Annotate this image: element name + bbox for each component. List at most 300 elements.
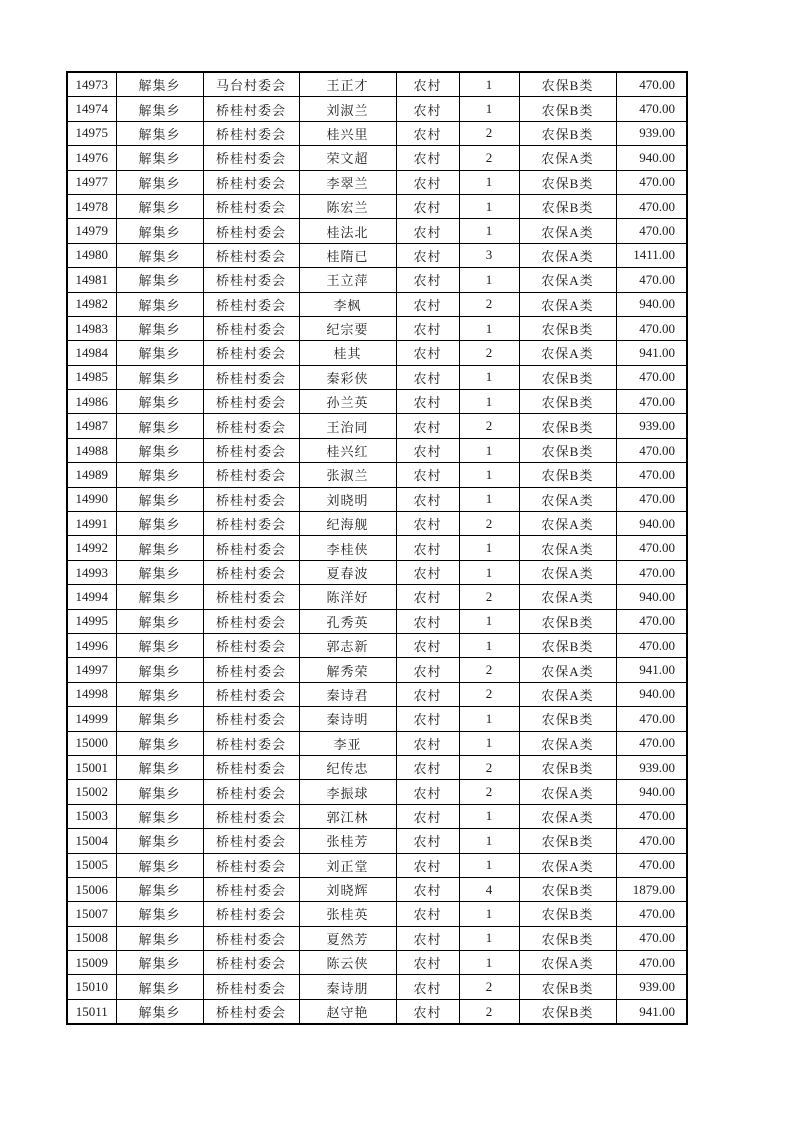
cell-person-name: 秦诗君 (299, 682, 396, 706)
cell-serial-number: 14984 (67, 341, 116, 365)
cell-village-committee: 桥桂村委会 (203, 219, 299, 243)
cell-amount: 470.00 (616, 170, 687, 194)
cell-household-category: 农村 (396, 829, 459, 853)
cell-serial-number: 14991 (67, 512, 116, 536)
cell-serial-number: 14977 (67, 170, 116, 194)
cell-township: 解集乡 (116, 877, 203, 901)
table-row (67, 877, 687, 901)
cell-person-count: 1 (459, 268, 519, 292)
cell-person-count: 2 (459, 755, 519, 779)
cell-insurance-type: 农保A类 (519, 487, 616, 511)
cell-household-category: 农村 (396, 609, 459, 633)
cell-serial-number: 14998 (67, 682, 116, 706)
cell-insurance-type: 农保A类 (519, 292, 616, 316)
table-row (67, 731, 687, 755)
cell-person-name: 陈宏兰 (299, 194, 396, 218)
cell-amount: 470.00 (616, 390, 687, 414)
cell-household-category: 农村 (396, 633, 459, 657)
cell-household-category: 农村 (396, 487, 459, 511)
cell-person-name: 王正才 (299, 72, 396, 97)
table-row (67, 292, 687, 316)
cell-household-category: 农村 (396, 390, 459, 414)
cell-person-name: 桂其 (299, 341, 396, 365)
cell-household-category: 农村 (396, 853, 459, 877)
cell-person-count: 2 (459, 146, 519, 170)
cell-serial-number: 15004 (67, 829, 116, 853)
cell-village-committee: 桥桂村委会 (203, 121, 299, 145)
cell-person-count: 1 (459, 194, 519, 218)
cell-person-count: 2 (459, 512, 519, 536)
table-row (67, 194, 687, 218)
cell-insurance-type: 农保A类 (519, 585, 616, 609)
cell-person-name: 解秀荣 (299, 658, 396, 682)
table-row (67, 926, 687, 950)
cell-insurance-type: 农保B类 (519, 877, 616, 901)
cell-household-category: 农村 (396, 707, 459, 731)
cell-amount: 941.00 (616, 658, 687, 682)
cell-amount: 470.00 (616, 194, 687, 218)
cell-person-count: 2 (459, 658, 519, 682)
cell-person-name: 刘淑兰 (299, 97, 396, 121)
cell-amount: 470.00 (616, 926, 687, 950)
cell-household-category: 农村 (396, 658, 459, 682)
cell-township: 解集乡 (116, 219, 203, 243)
cell-insurance-type: 农保B类 (519, 121, 616, 145)
cell-township: 解集乡 (116, 560, 203, 584)
table-row (67, 658, 687, 682)
cell-person-name: 陈云侠 (299, 951, 396, 975)
cell-village-committee: 桥桂村委会 (203, 146, 299, 170)
cell-person-count: 1 (459, 560, 519, 584)
cell-household-category: 农村 (396, 755, 459, 779)
cell-person-count: 1 (459, 853, 519, 877)
cell-amount: 940.00 (616, 682, 687, 706)
cell-person-name: 郭江林 (299, 804, 396, 828)
cell-amount: 940.00 (616, 780, 687, 804)
cell-serial-number: 14983 (67, 316, 116, 340)
cell-township: 解集乡 (116, 633, 203, 657)
cell-household-category: 农村 (396, 512, 459, 536)
cell-person-name: 李枫 (299, 292, 396, 316)
cell-village-committee: 桥桂村委会 (203, 341, 299, 365)
cell-village-committee: 桥桂村委会 (203, 390, 299, 414)
table-row (67, 560, 687, 584)
cell-village-committee: 桥桂村委会 (203, 438, 299, 462)
cell-person-name: 纪海舰 (299, 512, 396, 536)
cell-insurance-type: 农保B类 (519, 609, 616, 633)
cell-village-committee: 桥桂村委会 (203, 853, 299, 877)
cell-township: 解集乡 (116, 975, 203, 999)
cell-township: 解集乡 (116, 487, 203, 511)
table-row (67, 268, 687, 292)
table-row (67, 707, 687, 731)
cell-township: 解集乡 (116, 585, 203, 609)
cell-village-committee: 桥桂村委会 (203, 633, 299, 657)
cell-person-count: 2 (459, 341, 519, 365)
cell-person-count: 1 (459, 219, 519, 243)
cell-village-committee: 桥桂村委会 (203, 170, 299, 194)
table-row (67, 463, 687, 487)
cell-household-category: 农村 (396, 560, 459, 584)
cell-insurance-type: 农保B类 (519, 316, 616, 340)
cell-serial-number: 14997 (67, 658, 116, 682)
cell-household-category: 农村 (396, 219, 459, 243)
cell-household-category: 农村 (396, 877, 459, 901)
cell-township: 解集乡 (116, 97, 203, 121)
cell-amount: 470.00 (616, 72, 687, 97)
cell-township: 解集乡 (116, 463, 203, 487)
cell-village-committee: 桥桂村委会 (203, 804, 299, 828)
cell-person-count: 2 (459, 975, 519, 999)
cell-village-committee: 桥桂村委会 (203, 560, 299, 584)
cell-person-count: 1 (459, 390, 519, 414)
cell-village-committee: 桥桂村委会 (203, 707, 299, 731)
cell-serial-number: 14982 (67, 292, 116, 316)
cell-amount: 1411.00 (616, 243, 687, 267)
cell-person-count: 2 (459, 682, 519, 706)
cell-village-committee: 桥桂村委会 (203, 536, 299, 560)
cell-township: 解集乡 (116, 853, 203, 877)
cell-village-committee: 桥桂村委会 (203, 414, 299, 438)
cell-person-name: 孙兰英 (299, 390, 396, 414)
cell-serial-number: 14992 (67, 536, 116, 560)
cell-person-count: 2 (459, 585, 519, 609)
cell-insurance-type: 农保B类 (519, 755, 616, 779)
cell-township: 解集乡 (116, 72, 203, 97)
cell-village-committee: 桥桂村委会 (203, 97, 299, 121)
cell-township: 解集乡 (116, 121, 203, 145)
cell-amount: 470.00 (616, 731, 687, 755)
cell-insurance-type: 农保A类 (519, 853, 616, 877)
cell-village-committee: 桥桂村委会 (203, 926, 299, 950)
cell-township: 解集乡 (116, 707, 203, 731)
cell-person-name: 张桂芳 (299, 829, 396, 853)
cell-township: 解集乡 (116, 365, 203, 389)
cell-person-name: 李振球 (299, 780, 396, 804)
cell-township: 解集乡 (116, 902, 203, 926)
cell-insurance-type: 农保B类 (519, 170, 616, 194)
cell-household-category: 农村 (396, 341, 459, 365)
cell-serial-number: 14974 (67, 97, 116, 121)
cell-insurance-type: 农保A类 (519, 780, 616, 804)
cell-insurance-type: 农保B类 (519, 707, 616, 731)
cell-person-count: 1 (459, 72, 519, 97)
cell-township: 解集乡 (116, 731, 203, 755)
cell-person-name: 秦彩侠 (299, 365, 396, 389)
cell-person-count: 1 (459, 170, 519, 194)
cell-serial-number: 14999 (67, 707, 116, 731)
cell-amount: 940.00 (616, 585, 687, 609)
cell-amount: 941.00 (616, 341, 687, 365)
cell-person-name: 纪传忠 (299, 755, 396, 779)
cell-insurance-type: 农保A类 (519, 804, 616, 828)
cell-person-count: 2 (459, 999, 519, 1024)
cell-village-committee: 桥桂村委会 (203, 292, 299, 316)
cell-serial-number: 14973 (67, 72, 116, 97)
cell-household-category: 农村 (396, 682, 459, 706)
cell-household-category: 农村 (396, 268, 459, 292)
table-row (67, 609, 687, 633)
cell-insurance-type: 农保A类 (519, 146, 616, 170)
cell-township: 解集乡 (116, 780, 203, 804)
cell-amount: 939.00 (616, 414, 687, 438)
table-row (67, 243, 687, 267)
cell-person-name: 赵守艳 (299, 999, 396, 1024)
cell-amount: 940.00 (616, 146, 687, 170)
cell-village-committee: 桥桂村委会 (203, 780, 299, 804)
cell-insurance-type: 农保A类 (519, 731, 616, 755)
cell-serial-number: 14985 (67, 365, 116, 389)
table-row (67, 804, 687, 828)
cell-amount: 941.00 (616, 999, 687, 1024)
cell-township: 解集乡 (116, 804, 203, 828)
cell-person-count: 2 (459, 414, 519, 438)
cell-household-category: 农村 (396, 292, 459, 316)
cell-amount: 470.00 (616, 316, 687, 340)
cell-insurance-type: 农保B类 (519, 463, 616, 487)
table-row (67, 365, 687, 389)
cell-insurance-type: 农保A类 (519, 536, 616, 560)
cell-village-committee: 桥桂村委会 (203, 609, 299, 633)
cell-person-name: 郭志新 (299, 633, 396, 657)
cell-serial-number: 15001 (67, 755, 116, 779)
table-row (67, 390, 687, 414)
cell-village-committee: 桥桂村委会 (203, 487, 299, 511)
cell-village-committee: 桥桂村委会 (203, 268, 299, 292)
cell-amount: 470.00 (616, 804, 687, 828)
cell-serial-number: 14978 (67, 194, 116, 218)
cell-amount: 470.00 (616, 609, 687, 633)
cell-amount: 470.00 (616, 536, 687, 560)
cell-person-count: 2 (459, 121, 519, 145)
cell-amount: 470.00 (616, 438, 687, 462)
cell-household-category: 农村 (396, 97, 459, 121)
cell-household-category: 农村 (396, 463, 459, 487)
cell-insurance-type: 农保B类 (519, 999, 616, 1024)
table-row (67, 219, 687, 243)
table-row (67, 633, 687, 657)
table-row (67, 146, 687, 170)
cell-amount: 470.00 (616, 853, 687, 877)
cell-serial-number: 15000 (67, 731, 116, 755)
cell-amount: 470.00 (616, 97, 687, 121)
cell-person-name: 刘正堂 (299, 853, 396, 877)
cell-serial-number: 15003 (67, 804, 116, 828)
cell-household-category: 农村 (396, 780, 459, 804)
cell-serial-number: 15008 (67, 926, 116, 950)
cell-person-count: 4 (459, 877, 519, 901)
cell-serial-number: 15009 (67, 951, 116, 975)
cell-person-name: 张桂英 (299, 902, 396, 926)
cell-insurance-type: 农保A类 (519, 341, 616, 365)
cell-insurance-type: 农保A类 (519, 560, 616, 584)
table-row (67, 585, 687, 609)
cell-village-committee: 桥桂村委会 (203, 585, 299, 609)
cell-person-name: 李翠兰 (299, 170, 396, 194)
cell-household-category: 农村 (396, 804, 459, 828)
table-row (67, 829, 687, 853)
cell-insurance-type: 农保A类 (519, 219, 616, 243)
cell-amount: 470.00 (616, 268, 687, 292)
cell-amount: 1879.00 (616, 877, 687, 901)
cell-village-committee: 桥桂村委会 (203, 463, 299, 487)
cell-household-category: 农村 (396, 975, 459, 999)
cell-person-name: 秦诗明 (299, 707, 396, 731)
table-row (67, 121, 687, 145)
cell-person-count: 1 (459, 902, 519, 926)
cell-insurance-type: 农保A类 (519, 658, 616, 682)
cell-serial-number: 14986 (67, 390, 116, 414)
cell-serial-number: 15007 (67, 902, 116, 926)
cell-village-committee: 桥桂村委会 (203, 658, 299, 682)
cell-person-name: 桂兴红 (299, 438, 396, 462)
table-row (67, 902, 687, 926)
cell-township: 解集乡 (116, 755, 203, 779)
cell-village-committee: 桥桂村委会 (203, 682, 299, 706)
cell-village-committee: 桥桂村委会 (203, 194, 299, 218)
cell-township: 解集乡 (116, 316, 203, 340)
cell-household-category: 农村 (396, 926, 459, 950)
cell-amount: 939.00 (616, 755, 687, 779)
cell-household-category: 农村 (396, 194, 459, 218)
cell-township: 解集乡 (116, 243, 203, 267)
cell-village-committee: 桥桂村委会 (203, 877, 299, 901)
cell-township: 解集乡 (116, 999, 203, 1024)
table-row (67, 755, 687, 779)
cell-village-committee: 桥桂村委会 (203, 365, 299, 389)
cell-township: 解集乡 (116, 829, 203, 853)
cell-person-count: 1 (459, 926, 519, 950)
table-row (67, 438, 687, 462)
cell-township: 解集乡 (116, 438, 203, 462)
cell-household-category: 农村 (396, 951, 459, 975)
cell-township: 解集乡 (116, 682, 203, 706)
cell-serial-number: 14990 (67, 487, 116, 511)
cell-village-committee: 桥桂村委会 (203, 316, 299, 340)
cell-village-committee: 桥桂村委会 (203, 512, 299, 536)
cell-village-committee: 桥桂村委会 (203, 951, 299, 975)
cell-serial-number: 14988 (67, 438, 116, 462)
cell-serial-number: 14981 (67, 268, 116, 292)
cell-township: 解集乡 (116, 951, 203, 975)
cell-person-name: 张淑兰 (299, 463, 396, 487)
table-row (67, 780, 687, 804)
cell-amount: 470.00 (616, 219, 687, 243)
cell-person-count: 1 (459, 365, 519, 389)
cell-insurance-type: 农保A类 (519, 243, 616, 267)
cell-village-committee: 桥桂村委会 (203, 243, 299, 267)
cell-insurance-type: 农保B类 (519, 414, 616, 438)
cell-person-name: 王治同 (299, 414, 396, 438)
cell-serial-number: 15006 (67, 877, 116, 901)
cell-insurance-type: 农保B类 (519, 72, 616, 97)
cell-township: 解集乡 (116, 512, 203, 536)
cell-person-name: 桂隋已 (299, 243, 396, 267)
cell-person-count: 3 (459, 243, 519, 267)
cell-person-name: 荣文超 (299, 146, 396, 170)
cell-serial-number: 14980 (67, 243, 116, 267)
table-row (67, 682, 687, 706)
cell-person-count: 1 (459, 731, 519, 755)
cell-village-committee: 桥桂村委会 (203, 975, 299, 999)
cell-insurance-type: 农保B类 (519, 194, 616, 218)
cell-insurance-type: 农保A类 (519, 951, 616, 975)
cell-serial-number: 14993 (67, 560, 116, 584)
cell-amount: 470.00 (616, 951, 687, 975)
cell-person-name: 纪宗要 (299, 316, 396, 340)
cell-amount: 940.00 (616, 292, 687, 316)
cell-township: 解集乡 (116, 536, 203, 560)
table-row (67, 414, 687, 438)
cell-amount: 470.00 (616, 902, 687, 926)
cell-insurance-type: 农保B类 (519, 390, 616, 414)
cell-village-committee: 马台村委会 (203, 72, 299, 97)
cell-insurance-type: 农保B类 (519, 633, 616, 657)
cell-household-category: 农村 (396, 365, 459, 389)
cell-serial-number: 14995 (67, 609, 116, 633)
cell-household-category: 农村 (396, 72, 459, 97)
cell-person-count: 1 (459, 316, 519, 340)
table-row (67, 316, 687, 340)
cell-insurance-type: 农保B类 (519, 902, 616, 926)
cell-person-name: 孔秀英 (299, 609, 396, 633)
cell-amount: 470.00 (616, 365, 687, 389)
cell-amount: 940.00 (616, 512, 687, 536)
cell-amount: 470.00 (616, 829, 687, 853)
cell-township: 解集乡 (116, 609, 203, 633)
cell-insurance-type: 农保B类 (519, 926, 616, 950)
cell-person-count: 1 (459, 609, 519, 633)
cell-household-category: 农村 (396, 536, 459, 560)
cell-person-count: 2 (459, 780, 519, 804)
cell-township: 解集乡 (116, 170, 203, 194)
table-row (67, 536, 687, 560)
cell-household-category: 农村 (396, 902, 459, 926)
cell-amount: 470.00 (616, 487, 687, 511)
cell-household-category: 农村 (396, 121, 459, 145)
cell-township: 解集乡 (116, 268, 203, 292)
cell-person-count: 1 (459, 951, 519, 975)
cell-amount: 470.00 (616, 633, 687, 657)
cell-person-count: 1 (459, 536, 519, 560)
cell-person-name: 刘晓明 (299, 487, 396, 511)
cell-household-category: 农村 (396, 414, 459, 438)
table-row (67, 512, 687, 536)
cell-insurance-type: 农保B类 (519, 365, 616, 389)
cell-amount: 939.00 (616, 975, 687, 999)
cell-household-category: 农村 (396, 585, 459, 609)
cell-household-category: 农村 (396, 243, 459, 267)
cell-township: 解集乡 (116, 926, 203, 950)
cell-household-category: 农村 (396, 146, 459, 170)
cell-serial-number: 14976 (67, 146, 116, 170)
cell-person-count: 1 (459, 633, 519, 657)
cell-household-category: 农村 (396, 438, 459, 462)
cell-village-committee: 桥桂村委会 (203, 755, 299, 779)
cell-village-committee: 桥桂村委会 (203, 731, 299, 755)
table-row (67, 487, 687, 511)
cell-amount: 470.00 (616, 707, 687, 731)
cell-person-count: 1 (459, 97, 519, 121)
cell-person-count: 2 (459, 292, 519, 316)
cell-household-category: 农村 (396, 316, 459, 340)
cell-person-name: 夏春波 (299, 560, 396, 584)
cell-serial-number: 14979 (67, 219, 116, 243)
cell-household-category: 农村 (396, 999, 459, 1024)
cell-person-name: 王立萍 (299, 268, 396, 292)
cell-person-name: 桂兴里 (299, 121, 396, 145)
cell-insurance-type: 农保A类 (519, 512, 616, 536)
